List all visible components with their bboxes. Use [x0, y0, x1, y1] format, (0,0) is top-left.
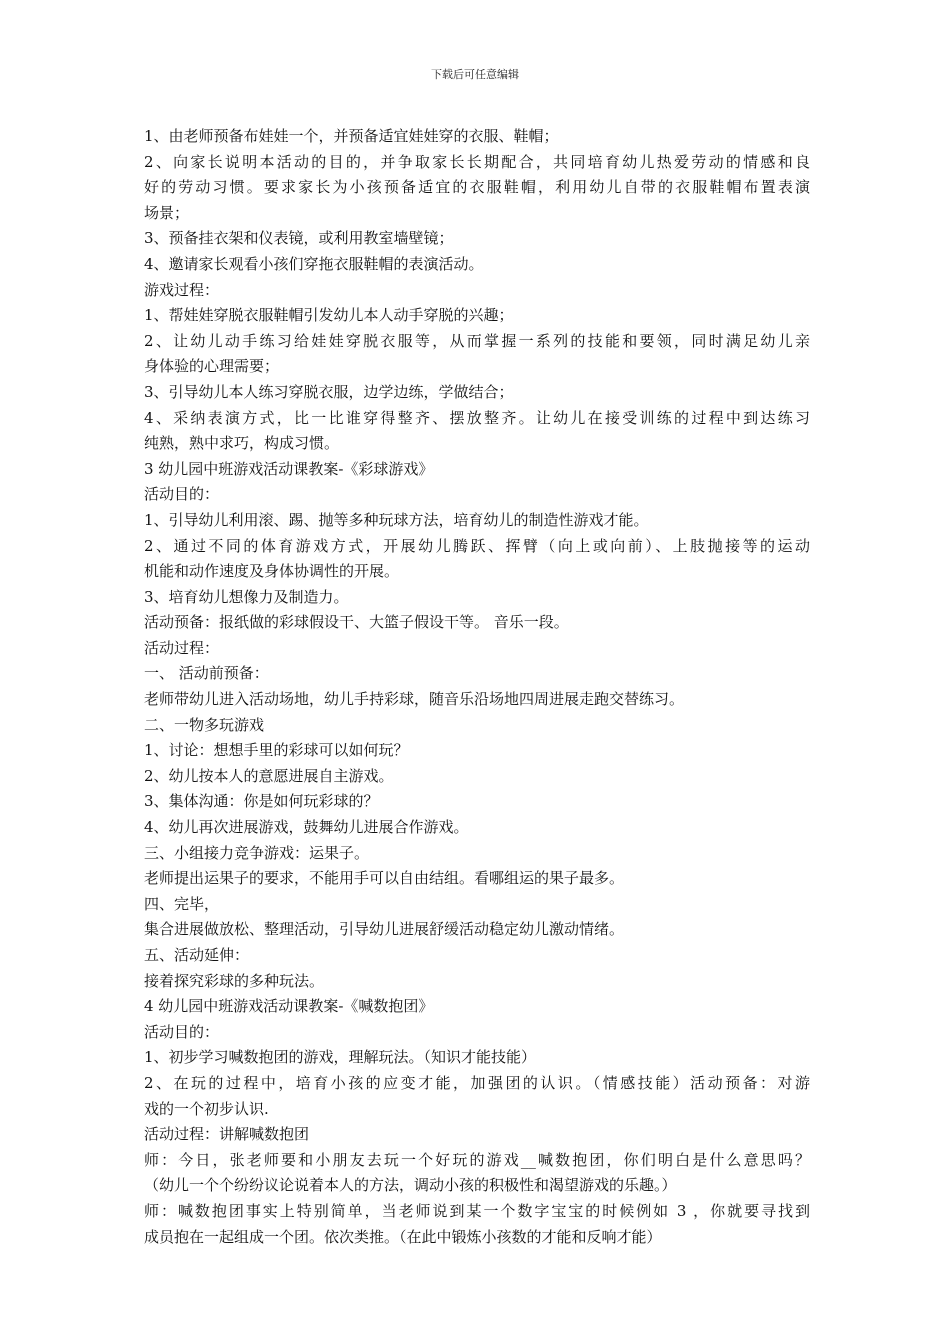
text-line: 4、采纳表演方式，比一比谁穿得整齐、摆放整齐。让幼儿在接受训练的过程中到达练习	[144, 408, 810, 427]
text-line: 集合进展做放松、整理活动，引导幼儿进展舒缓活动稳定幼儿激动情绪。	[144, 920, 625, 939]
text-line: 3 幼儿园中班游戏活动课教案-《彩球游戏》	[144, 459, 434, 478]
text-line: 五、活动延伸：	[144, 946, 250, 964]
text-line: 游戏过程：	[144, 280, 220, 299]
page-header: 下载后可任意编辑	[431, 68, 519, 81]
text-line: 1、初步学习喊数抱团的游戏，理解玩法。（知识才能技能）	[144, 1048, 537, 1067]
text-line: 接着探究彩球的多种玩法。	[144, 971, 325, 990]
text-line: 好的劳动习惯。要求家长为小孩预备适宜的衣服鞋帽，利用幼儿自带的衣服鞋帽布置表演	[144, 178, 810, 197]
text-line: 师：喊数抱团事实上特别简单，当老师说到某一个数字宝宝的时候例如 3 ，你就要寻找到	[144, 1201, 810, 1220]
text-line: 活动预备：报纸做的彩球假设干、大篮子假设干等。 音乐一段。	[144, 613, 569, 632]
text-line: 纯熟，熟中求巧，构成习惯。	[144, 434, 340, 453]
text-line: 成员抱在一起组成一个团。依次类推。（在此中锻炼小孩数的才能和反响才能）	[144, 1227, 662, 1246]
text-line: 师：今日，张老师要和小朋友去玩一个好玩的游戏__喊数抱团，你们明白是什么意思吗？	[144, 1150, 810, 1169]
text-line: 1、引导幼儿利用滚、踢、抛等多种玩球方法，培育幼儿的制造性游戏才能。	[144, 510, 649, 529]
text-line: 身体验的心理需要；	[144, 357, 280, 376]
text-line: 2、让幼儿动手练习给娃娃穿脱衣服等，从而掌握一系列的技能和要领，同时满足幼儿亲	[144, 331, 810, 350]
text-line: 老师带幼儿进入活动场地，幼儿手持彩球，随音乐沿场地四周进展走跑交替练习。	[144, 690, 685, 709]
text-line: 2、向家长说明本活动的目的，并争取家长长期配合，共同培育幼儿热爱劳动的情感和良	[144, 152, 810, 171]
text-line: 2、在玩的过程中，培育小孩的应变才能，加强团的认识。（情感技能）活动预备：对游	[144, 1073, 810, 1092]
text-line: 3、预备挂衣架和仪表镜，或利用教室墙壁镜；	[144, 229, 454, 248]
text-line: 2、通过不同的体育游戏方式，开展幼儿腾跃、挥臂（向上或向前）、上肢抛接等的运动	[144, 536, 810, 555]
text-line: 1、由老师预备布娃娃一个，并预备适宜娃娃穿的衣服、鞋帽；	[144, 127, 559, 145]
text-line: 活动目的：	[144, 1022, 220, 1041]
text-line: 4、邀请家长观看小孩们穿拖衣服鞋帽的表演活动。	[144, 254, 484, 273]
text-line: 机能和动作速度及身体协调性的开展。	[144, 562, 400, 581]
text-line: 场景；	[144, 203, 190, 222]
text-line: 1、帮娃娃穿脱衣服鞋帽引发幼儿本人动手穿脱的兴趣；	[144, 306, 514, 325]
text-line: 4 幼儿园中班游戏活动课教案-《喊数抱团》	[144, 997, 434, 1016]
text-line: 老师提出运果子的要求，不能用手可以自由结组。看哪组运的果子最多。	[144, 869, 625, 888]
text-line: 二、一物多玩游戏	[144, 715, 265, 734]
text-line: 一、 活动前预备：	[144, 664, 269, 683]
text-line: 三、小组接力竞争游戏：运果子。	[144, 843, 370, 862]
text-line: 3、集体沟通：你是如何玩彩球的？	[144, 792, 379, 811]
text-line: 3、引导幼儿本人练习穿脱衣服，边学边练，学做结合；	[144, 382, 514, 401]
text-line: 1、讨论：想想手里的彩球可以如何玩？	[144, 741, 409, 760]
text-line: 4、幼儿再次进展游戏，鼓舞幼儿进展合作游戏。	[144, 818, 469, 837]
text-line: 四、完毕，	[144, 894, 220, 913]
text-line: （幼儿一个个纷纷议论说着本人的方法，调动小孩的积极性和渴望游戏的乐趣。）	[144, 1176, 677, 1195]
text-line: 2、幼儿按本人的意愿进展自主游戏。	[144, 766, 394, 785]
text-line: 戏的一个初步认识.	[144, 1099, 269, 1118]
text-line: 活动过程：讲解喊数抱团	[144, 1125, 310, 1144]
text-line: 活动目的：	[144, 485, 220, 504]
document-body	[144, 124, 810, 1250]
text-line: 活动过程：	[144, 638, 220, 657]
text-line: 3、培育幼儿想像力及制造力。	[144, 587, 349, 606]
